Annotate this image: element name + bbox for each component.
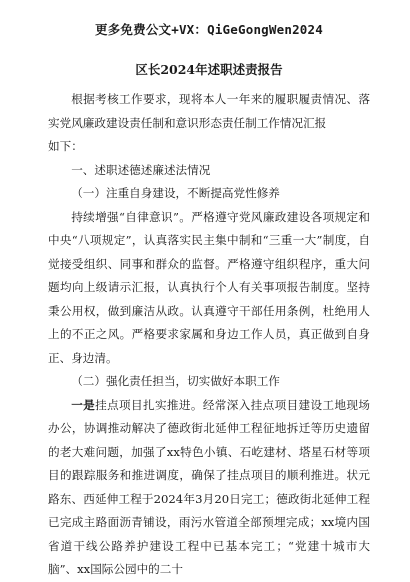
subsection-heading: （一）注重自身建设，不断提高党性修养 [71, 186, 280, 200]
intro-paragraph [48, 88, 370, 135]
section-heading: 一、述职述德述廉述法情况 [71, 162, 211, 177]
paragraph-lead: 一是 [71, 397, 96, 412]
body-paragraph: 持续增强“自律意识”。严格遵守党风廉政建设各项规定和中央“八项规定”，认真落实民主集中制和“三重一大”制度，自觉接受组织、同事和群众的监督。严格遵守组织程序，重大问题均向上级请示汇报，认真执行个人有关事项报告制度。坚持秉公用权，做到廉洁从政。认真遵守干部任用条例，杜绝用人上的不正之风。严格要求家属和身边工作人员，真正做到自身正、身边清。 [48, 209, 370, 365]
intro-text-end: 如下： [48, 139, 83, 153]
subsection-heading: （二）强化责任担当，切实做好本职工作 [71, 374, 280, 388]
promo-header: 更多免费公文+VX：QiGeGongWen2024 [95, 22, 323, 37]
body-paragraph [48, 394, 370, 582]
intro-paragraph-end [48, 135, 370, 159]
intro-text: 根据考核工作要求，现将本人一年来的履职履责情况、落实党风廉政建设责任制和意识形态责任制工作情况汇报 [48, 92, 370, 130]
document-title: 区长2024年述职述责报告 [135, 62, 283, 77]
paragraph-text: 挂点项目扎实推进。经常深入挂点项目建设工地现场办公，协调推动解决了德政街北延伸工程征地拆迁等历史遗留的老大难问题，加强了xx特色小镇、石屹建材、塔星石材等项目的跟踪服务和推进调度，确保了挂点项目的顺利推进。状元路东、西延伸工程于2024年3月20日完工；德政街北延伸工程已完成主路面沥青铺设，雨污水管道全部预埋完成；xx境内国省道干线公路养护建设工程中已基本完工；“党建十城市大脑”、xx国际公园中的二十 [48, 397, 370, 576]
